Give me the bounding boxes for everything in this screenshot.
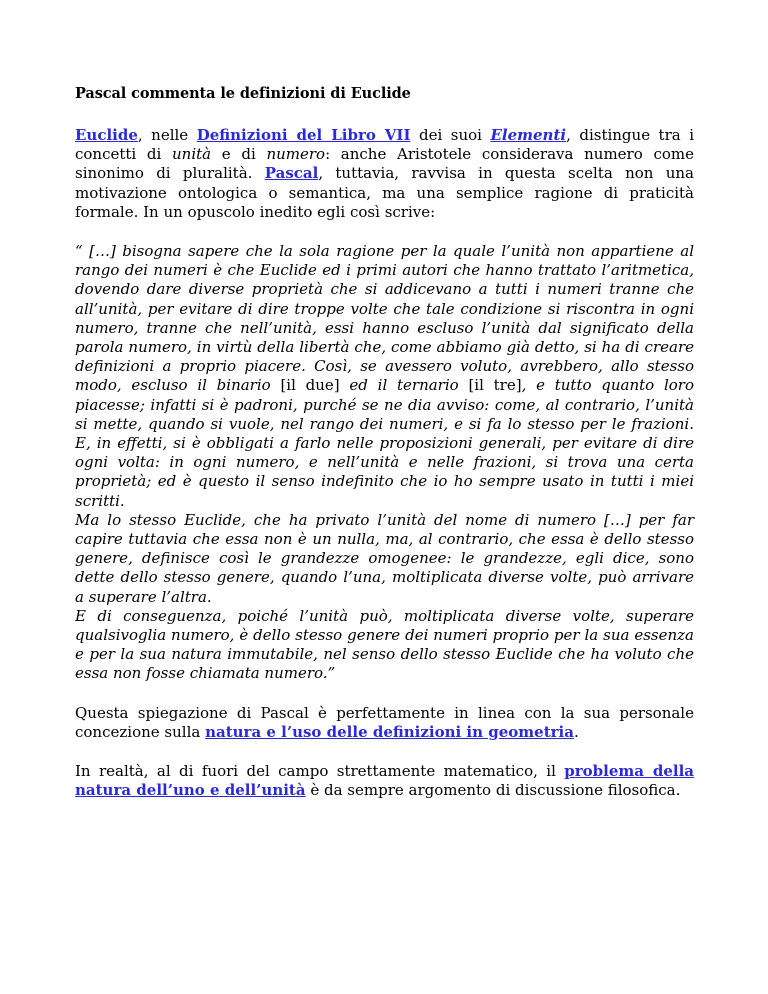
intro-text-5: : anche Aristotele considerava numero come sinonimo di pluralità. (75, 145, 694, 183)
intro-paragraph (75, 126, 694, 222)
quote-text-2: ed il ternario (339, 376, 469, 395)
explanation-text-1: Questa spiegazione di Pascal è perfettamente in linea con la sua personale concezione sulla (75, 703, 694, 741)
pascal-quotation (75, 242, 694, 684)
quote-text-1: “ […] bisogna sapere che la sola ragione per la quale l’unità non appartiene al rango dei numeri è che Euclide ed i primi autori che hanno trattato l’aritmetica, dovendo dare diverse proprietà che si addicevano a tutti i numeri tranne che all’unità, per evitare di dire troppe volte che tale condizione si riscontra in ogni numero, tranne che nell’unità, essi hanno escluso l’unità dal significato della parola numero, in virtù della libertà che, come abbiamo già detto, si ha di creare definizioni a proprio piacere. Così, se avessero voluto, avrebbero, allo stesso modo, escluso il binario (75, 242, 694, 395)
quote-paragraph-1 (75, 242, 694, 511)
quote-paragraph-3: E di conseguenza, poiché l’unità può, moltiplicata diverse volte, superare qualsivoglia numero, è dello stesso genere dei numeri proprio per la sua essenza e per la sua natura immutabile, nel senso dello stesso Euclide che ha voluto che essa non fosse chiamata numero.” (75, 606, 694, 683)
intro-text-3: , distingue tra i concetti di (75, 126, 694, 164)
term-unita: unità (172, 145, 212, 164)
closing-text-2: è da sempre argomento di discussione filosofica. (305, 781, 681, 800)
link-natura-definizioni-geometria[interactable]: natura e l’uso delle definizioni in geometria (205, 722, 574, 741)
intro-text-4: e di (211, 145, 267, 164)
intro-text-1: , nelle (137, 126, 197, 144)
link-euclide[interactable]: Euclide (75, 126, 138, 144)
quote-paragraph-2: Ma lo stesso Euclide, che ha privato l’unità del nome di numero […] per far capire tuttavia che essa non è un nulla, ma, al contrario, che essa è dello stesso genere, definisce così le grandezze omogenee: le grandezze, egli dice, sono dette dello stesso genere, quando l’una, moltiplicata diverse volte, può arrivare a superare l’altra. (75, 510, 694, 606)
closing-text-1: In realtà, al di fuori del campo strettamente matematico, il (75, 762, 565, 781)
intro-text-2: dei suoi (410, 126, 491, 144)
link-definizioni-libro-vii[interactable]: Definizioni del Libro VII (196, 126, 411, 144)
explanation-text-2: . (573, 722, 579, 741)
document-title: Pascal commenta le definizioni di Euclide (75, 85, 411, 102)
quote-insertion-tre: [il tre] (468, 376, 522, 395)
link-elementi[interactable]: Elementi (490, 126, 567, 144)
closing-paragraph (75, 762, 694, 800)
quote-text-3: , e tutto quanto loro piacesse; infatti si è padroni, purché se ne dia avviso: come, al contrario, l’unità si mette, quando si vuole, nel rango dei numeri, e si fa lo stesso per le frazioni. E, in effetti, si è obbligati a farlo nelle proposizioni generali, per evitare di dire ogni volta: in ogni numero, e nell’unità e nelle frazioni, si trova una certa proprietà; ed è questo il senso indefinito che io ho sempre usato in tutti i miei scritti. (75, 376, 694, 510)
intro-text-6: , tuttavia, ravvisa in questa scelta non una motivazione ontologica o semantica, ma una semplice ragione di praticità formale. In un opuscolo inedito egli così scrive: (75, 164, 694, 221)
explanation-paragraph (75, 704, 694, 742)
document-page (75, 84, 694, 801)
link-problema-uno-unita[interactable]: problema della natura dell’uno e dell’unità (75, 762, 694, 800)
quote-insertion-due: [il due] (280, 376, 340, 395)
term-numero: numero (266, 145, 326, 164)
link-pascal[interactable]: Pascal (264, 164, 319, 183)
